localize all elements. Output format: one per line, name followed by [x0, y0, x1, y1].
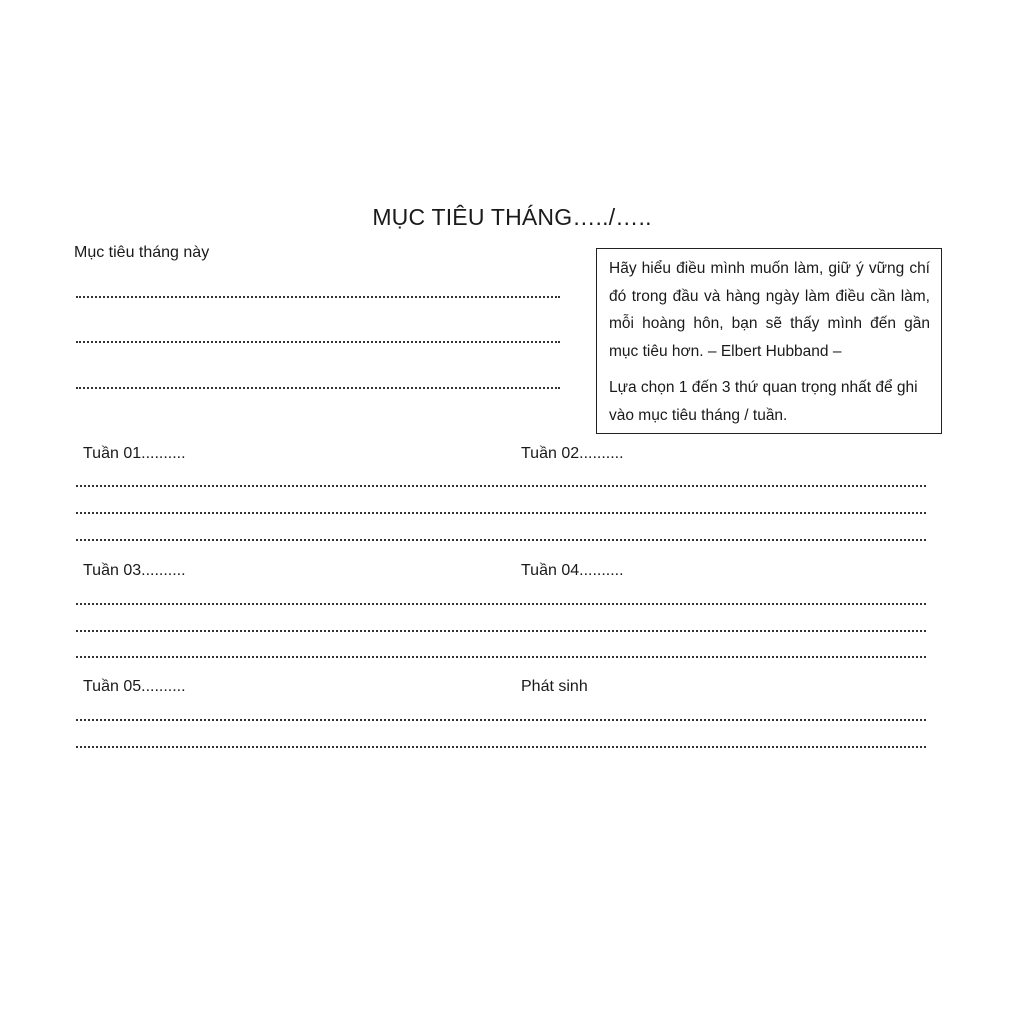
week-01-label: Tuần 01..........: [83, 445, 186, 462]
monthly-goal-label: Mục tiêu tháng này: [74, 244, 210, 261]
instruction-text: Lựa chọn 1 đến 3 thứ quan trọng nhất để ghi vào mục tiêu tháng / tuần.: [609, 379, 918, 424]
week-01-02-line-2[interactable]: [76, 510, 926, 514]
monthly-goal-line-3[interactable]: [76, 385, 560, 389]
week-03-04-line-2[interactable]: [76, 628, 926, 632]
week-05-extra-line-2[interactable]: [76, 744, 926, 748]
week-02-label: Tuần 02..........: [521, 445, 624, 462]
quote-text: Hãy hiểu điều mình muốn làm, giữ ý vững chí đó trong đầu và hàng ngày làm điều cần làm, mỗi hoàng hôn, bạn sẽ thấy mình đến gần mục tiêu hơn. – Elbert Hubband –: [609, 260, 930, 360]
monthly-goal-line-2[interactable]: [76, 339, 560, 343]
week-03-04-line-3[interactable]: [76, 654, 926, 658]
quote-box: [596, 248, 942, 434]
week-01-02-line-3[interactable]: [76, 537, 926, 541]
page-title: MỤC TIÊU THÁNG…../…..: [372, 204, 652, 230]
extra-label: Phát sinh: [521, 678, 588, 695]
week-03-label: Tuần 03..........: [83, 562, 186, 579]
week-01-02-line-1[interactable]: [76, 483, 926, 487]
week-05-extra-line-1[interactable]: [76, 717, 926, 721]
week-05-label: Tuần 05..........: [83, 678, 186, 695]
week-04-label: Tuần 04..........: [521, 562, 624, 579]
monthly-goal-line-1[interactable]: [76, 294, 560, 298]
week-03-04-line-1[interactable]: [76, 601, 926, 605]
